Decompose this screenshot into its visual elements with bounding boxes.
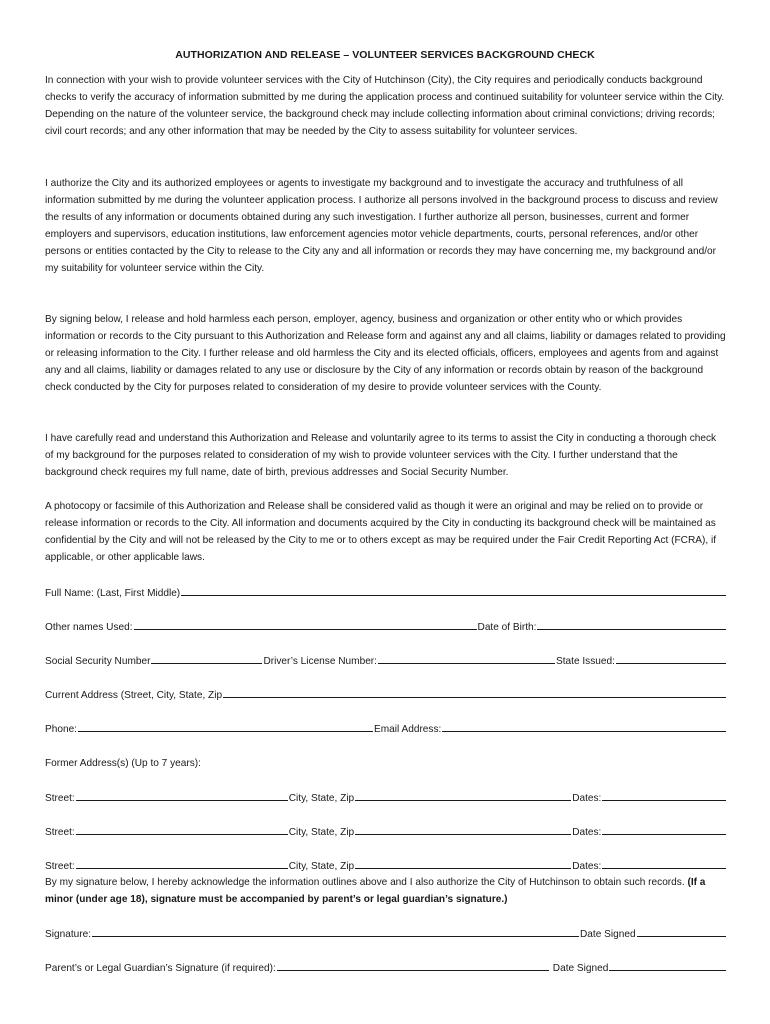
ssn-field[interactable]	[151, 652, 262, 664]
full-name-row	[45, 584, 727, 602]
street-label: Street:	[45, 793, 75, 804]
street-label: Street:	[45, 861, 75, 872]
street-field[interactable]	[76, 823, 288, 835]
current-address-label: Current Address (Street, City, State, Zip	[45, 690, 223, 701]
paragraph-understanding: I have carefully read and understand this Authorization and Release and voluntarily agree to its terms to assist the City in conducting a thorough check of my background for the purposes related to consideration of my wish to provide volunteer services with the City. I further understand that the background check requires my full name, date of birth, previous addresses and Social Security Number.	[45, 433, 717, 478]
signature-label: Signature:	[45, 929, 92, 940]
current-address-row	[45, 686, 727, 704]
ssn-label: Social Security Number	[45, 656, 151, 667]
guardian-signature-row	[45, 959, 727, 977]
city-state-zip-field[interactable]	[355, 823, 571, 835]
former-address-heading: Former Address(s) (Up to 7 years):	[45, 758, 201, 769]
former-address-row	[45, 857, 727, 875]
dates-label: Dates:	[572, 861, 602, 872]
city-state-zip-field[interactable]	[355, 857, 571, 869]
paragraph-authorization: I authorize the City and its authorized employees or agents to investigate my background and to investigate the accuracy and truthfulness of all information submitted by me during the volunteer application process. I authorize all persons involved in the background process to discuss and review the results of any information or documents obtained during any such investigation. I further authorize all person, businesses, current and former employers and supervisors, education institutions, law enforcement agencies motor vehicle departments, courts, personal references, and/or other persons or entities contacted by the City to release to the City any and all information or records they may have concerning me, my background and/or my suitability for volunteer service within the City.	[45, 178, 718, 274]
city-state-zip-label: City, State, Zip	[288, 861, 355, 872]
former-address-row	[45, 789, 727, 807]
signature-field[interactable]	[92, 925, 579, 937]
dl-field[interactable]	[378, 652, 555, 664]
city-state-zip-label: City, State, Zip	[288, 793, 355, 804]
paragraph-photocopy: A photocopy or facsimile of this Authorization and Release shall be considered valid as though it were an original and may be relied on to provide or release information or records to the City. All information and documents acquired by the City in conducting its background check will be maintained as confidential by the City and will not be released by the City to me or to others except as may be required under the Fair Credit Reporting Act (FCRA), if applicable, or other applicable laws.	[45, 501, 716, 563]
dates-field[interactable]	[602, 823, 726, 835]
signature-row	[45, 925, 727, 943]
acknowledgement-paragraph	[45, 874, 727, 908]
state-issued-field[interactable]	[616, 652, 726, 664]
date-signed-field[interactable]	[637, 925, 726, 937]
city-state-zip-field[interactable]	[355, 789, 571, 801]
former-address-row	[45, 823, 727, 841]
current-address-field[interactable]	[223, 686, 726, 698]
city-state-zip-label: City, State, Zip	[288, 827, 355, 838]
full-name-label: Full Name: (Last, First Middle)	[45, 588, 181, 599]
former-address-heading-row	[45, 755, 727, 772]
guardian-date-signed-field[interactable]	[609, 959, 726, 971]
contact-row	[45, 720, 727, 738]
state-issued-label: State Issued:	[555, 656, 615, 667]
minor-notice: (If a minor (under age 18), signature must be accompanied by parent’s or legal guardian’s signature.)	[45, 877, 706, 905]
dob-label: Date of Birth:	[477, 622, 537, 633]
other-names-field[interactable]	[134, 618, 477, 630]
dates-label: Dates:	[572, 827, 602, 838]
dates-field[interactable]	[602, 857, 726, 869]
other-names-row	[45, 618, 727, 636]
phone-label: Phone:	[45, 724, 77, 735]
dates-label: Dates:	[572, 793, 602, 804]
dl-label: Driver’s License Number:	[263, 656, 377, 667]
email-field[interactable]	[442, 720, 726, 732]
phone-field[interactable]	[78, 720, 373, 732]
street-field[interactable]	[76, 857, 288, 869]
email-label: Email Address:	[374, 724, 442, 735]
guardian-signature-label: Parent’s or Legal Guardian’s Signature (if required):	[45, 963, 276, 974]
id-row	[45, 652, 727, 670]
street-field[interactable]	[76, 789, 288, 801]
street-label: Street:	[45, 827, 75, 838]
dob-field[interactable]	[537, 618, 726, 630]
guardian-signature-field[interactable]	[277, 959, 549, 971]
guardian-date-signed-label: Date Signed	[552, 963, 609, 974]
other-names-label: Other names Used:	[45, 622, 133, 633]
paragraph-intro: In connection with your wish to provide volunteer services with the City of Hutchinson (City), the City requires and periodically conducts background checks to verify the accuracy of information submitted by me during the application process and continued suitability for volunteer service within the City. Depending on the nature of the volunteer service, the background check may include collecting information about criminal convictions; driving records; civil court records; and any other information that may be needed by the City to assess suitability for volunteer services.	[45, 75, 725, 137]
paragraph-release: By signing below, I release and hold harmless each person, employer, agency, business and organization or other entity who or which provides information or records to the City pursuant to this Authorization and Release form and against any and all claims, liability or damages related to providing or releasing information to the City. I further release and old harmless the City and its elected officials, officers, employees and agents from and against any and all claims, liability or damages related to any use or disclosure by the City of any information or records obtain by reason of the background check conducted by the City for purposes related to consideration of my desire to provide volunteer services with the County.	[45, 314, 726, 393]
full-name-field[interactable]	[181, 584, 726, 596]
dates-field[interactable]	[602, 789, 726, 801]
acknowledgement-text: By my signature below, I hereby acknowledge the information outlines above and I also authorize the City of Hutchinson to obtain such records.	[45, 877, 688, 888]
form-title: AUTHORIZATION AND RELEASE – VOLUNTEER SERVICES BACKGROUND CHECK	[175, 49, 595, 61]
date-signed-label: Date Signed	[580, 929, 636, 940]
